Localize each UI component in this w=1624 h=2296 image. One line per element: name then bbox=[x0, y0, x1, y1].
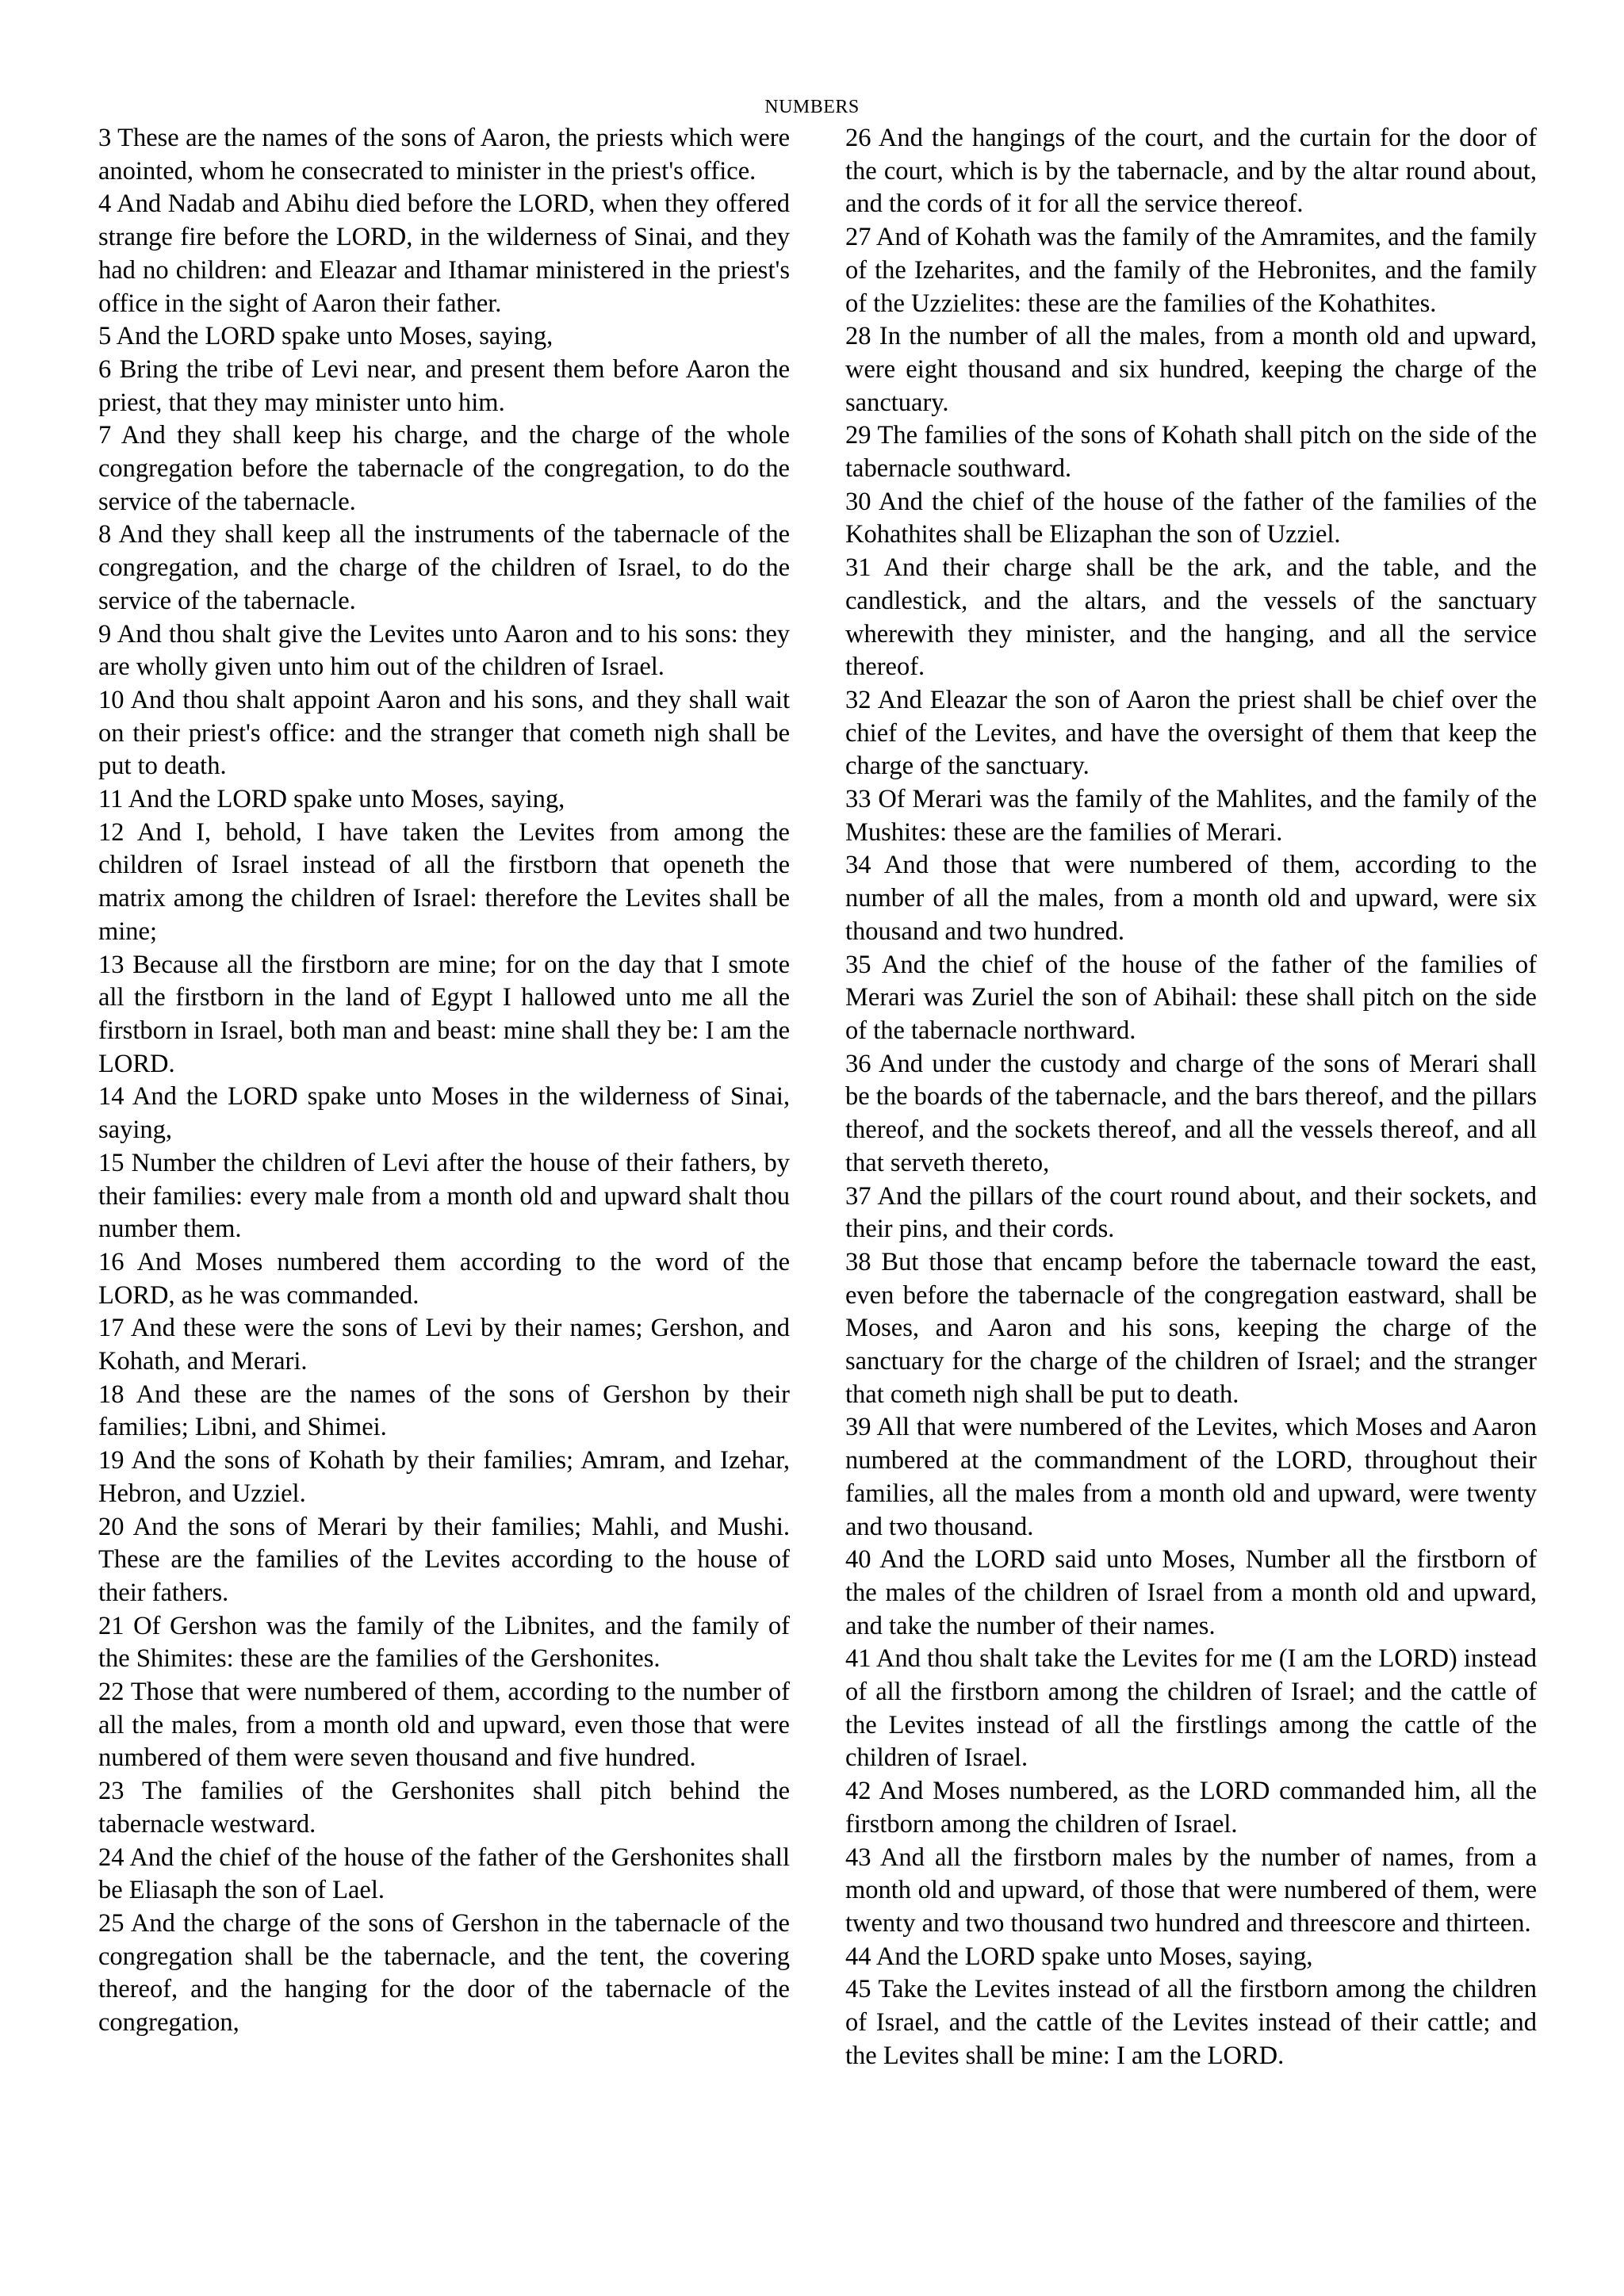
verse-36: 36 And under the custody and charge of the sons of Merari shall be the boards of the tabernacle, and the bars thereof, and the pillars thereof, and the sockets thereof, and all the vessels thereof, and all that serveth thereto, bbox=[845, 1049, 1537, 1177]
verse-30: 30 And the chief of the house of the father of the families of the Kohathites shall be Elizaphan the son of Uzziel. bbox=[845, 487, 1537, 549]
verse-9: 9 And thou shalt give the Levites unto Aaron and to his sons: they are wholly given unto him out of the children of Israel. bbox=[98, 619, 790, 682]
verse-5: 5 And the LORD spake unto Moses, saying, bbox=[98, 322, 553, 351]
verse-43: 43 And all the firstborn males by the number of names, from a month old and upward, of those that were numbered of them, were twenty and two thousand two hundred and threescore and thirteen. bbox=[845, 1843, 1537, 1938]
verse-22: 22 Those that were numbered of them, according to the number of all the males, from a month old and upward, even those that were numbered of them were seven thousand and five hundred. bbox=[98, 1678, 790, 1773]
verse-32: 32 And Eleazar the son of Aaron the priest shall be chief over the chief of the Levites, and have the oversight of them that keep the charge of the sanctuary. bbox=[845, 685, 1537, 781]
verse-26: 26 And the hangings of the court, and the curtain for the door of the court, which is by the tabernacle, and by the altar round about, and the cords of it for all the service thereof. bbox=[845, 124, 1537, 219]
verse-31: 31 And their charge shall be the ark, and the table, and the candlestick, and the altars, and the vessels of the sanctuary wherewith they minister, and the hanging, and all the service thereof. bbox=[845, 553, 1537, 682]
verse-20: 20 And the sons of Merari by their families; Mahli, and Mushi. These are the families of the Levites according to the house of their fathers. bbox=[98, 1512, 790, 1607]
verse-42: 42 And Moses numbered, as the LORD commanded him, all the firstborn among the children of Israel. bbox=[845, 1777, 1537, 1839]
verse-25: 25 And the charge of the sons of Gershon in the tabernacle of the congregation shall be the tabernacle, and the tent, the covering thereof, and the hanging for the door of the tabernacle of the congregation, bbox=[98, 1908, 790, 2038]
verse-45: 45 Take the Levites instead of all the firstborn among the children of Israel, and the cattle of the Levites instead of their cattle; and the Levites shall be mine: I am the LORD. bbox=[845, 1975, 1537, 2070]
verse-38: 38 But those that encamp before the tabernacle toward the east, even before the tabernacle of the congregation eastward, shall be Moses, and Aaron and his sons, keeping the charge of the sanctuary for the charge of the children of Israel; and the stranger that cometh nigh shall be put to death. bbox=[845, 1247, 1537, 1409]
verse-18: 18 And these are the names of the sons of Gershon by their families; Libni, and Shimei. bbox=[98, 1380, 790, 1442]
verse-8: 8 And they shall keep all the instruments of the tabernacle of the congregation, and the charge of the children of Israel, to do the service of the tabernacle. bbox=[98, 520, 790, 615]
running-head: NUMBERS bbox=[764, 97, 860, 117]
right-column bbox=[845, 122, 1537, 2072]
verse-16: 16 And Moses numbered them according to the word of the LORD, as he was commanded. bbox=[98, 1247, 790, 1310]
verse-34: 34 And those that were numbered of them, according to the number of all the males, from a month old and upward, were six thousand and two hundred. bbox=[845, 851, 1537, 946]
verse-7: 7 And they shall keep his charge, and the charge of the whole congregation before the tabernacle of the congregation, to do the service of the tabernacle. bbox=[98, 421, 790, 516]
verse-28: 28 In the number of all the males, from a month old and upward, were eight thousand and six hundred, keeping the charge of the sanctuary. bbox=[845, 322, 1537, 417]
verse-35: 35 And the chief of the house of the father of the families of Merari was Zuriel the son of Abihail: these shall pitch on the side of the tabernacle northward. bbox=[845, 950, 1537, 1045]
verse-12: 12 And I, behold, I have taken the Levites from among the children of Israel instead of all the firstborn that openeth the matrix among the children of Israel: therefore the Levites shall be mine; bbox=[98, 817, 790, 946]
verse-13: 13 Because all the firstborn are mine; for on the day that I smote all the firstborn in the land of Egypt I hallowed unto me all the firstborn in Israel, both man and beast: mine shall they be: I am the LORD. bbox=[98, 950, 790, 1078]
verse-21: 21 Of Gershon was the family of the Libnites, and the family of the Shimites: these are the families of the Gershonites. bbox=[98, 1611, 790, 1674]
verse-44: 44 And the LORD spake unto Moses, saying, bbox=[845, 1942, 1313, 1971]
verse-14: 14 And the LORD spake unto Moses in the wilderness of Sinai, saying, bbox=[98, 1082, 790, 1145]
verse-41: 41 And thou shalt take the Levites for me (I am the LORD) instead of all the firstborn among the children of Israel; and the cattle of the Levites instead of all the firstlings among the cattle of the children of Israel. bbox=[845, 1644, 1537, 1773]
verse-23: 23 The families of the Gershonites shall pitch behind the tabernacle westward. bbox=[98, 1777, 790, 1839]
verse-15: 15 Number the children of Levi after the house of their fathers, by their families: every male from a month old and upward shalt thou number them. bbox=[98, 1148, 790, 1244]
verse-39: 39 All that were numbered of the Levites, which Moses and Aaron numbered at the commandment of the LORD, throughout their families, all the males from a month old and upward, were twenty and two thousand. bbox=[845, 1413, 1537, 1541]
verse-19: 19 And the sons of Kohath by their families; Amram, and Izehar, Hebron, and Uzziel. bbox=[98, 1446, 790, 1508]
verse-11: 11 And the LORD spake unto Moses, saying, bbox=[98, 785, 565, 814]
verse-37: 37 And the pillars of the court round about, and their sockets, and their pins, and their cords. bbox=[845, 1181, 1537, 1244]
verse-6: 6 Bring the tribe of Levi near, and present them before Aaron the priest, that they may minister unto him. bbox=[98, 354, 790, 417]
verse-10: 10 And thou shalt appoint Aaron and his sons, and they shall wait on their priest's office: and the stranger that cometh nigh shall be put to death. bbox=[98, 685, 790, 781]
verse-3: 3 These are the names of the sons of Aaron, the priests which were anointed, whom he consecrated to minister in the priest's office. bbox=[98, 124, 790, 186]
verse-29: 29 The families of the sons of Kohath shall pitch on the side of the tabernacle southward. bbox=[845, 421, 1537, 484]
verse-33: 33 Of Merari was the family of the Mahlites, and the family of the Mushites: these are the families of Merari. bbox=[845, 785, 1537, 847]
verse-24: 24 And the chief of the house of the father of the Gershonites shall be Eliasaph the son of Lael. bbox=[98, 1843, 790, 1905]
left-column bbox=[98, 122, 790, 2040]
verse-27: 27 And of Kohath was the family of the Amramites, and the family of the Izeharites, and the family of the Hebronites, and the family of the Uzzielites: these are the families of the Kohathites. bbox=[845, 223, 1537, 318]
verse-17: 17 And these were the sons of Levi by their names; Gershon, and Kohath, and Merari. bbox=[98, 1314, 790, 1376]
verse-4: 4 And Nadab and Abihu died before the LORD, when they offered strange fire before the LORD, in the wilderness of Sinai, and they had no children: and Eleazar and Ithamar ministered in the priest's office in the sight of Aaron their father. bbox=[98, 189, 790, 318]
verse-40: 40 And the LORD said unto Moses, Number all the firstborn of the males of the children of Israel from a month old and upward, and take the number of their names. bbox=[845, 1545, 1537, 1640]
